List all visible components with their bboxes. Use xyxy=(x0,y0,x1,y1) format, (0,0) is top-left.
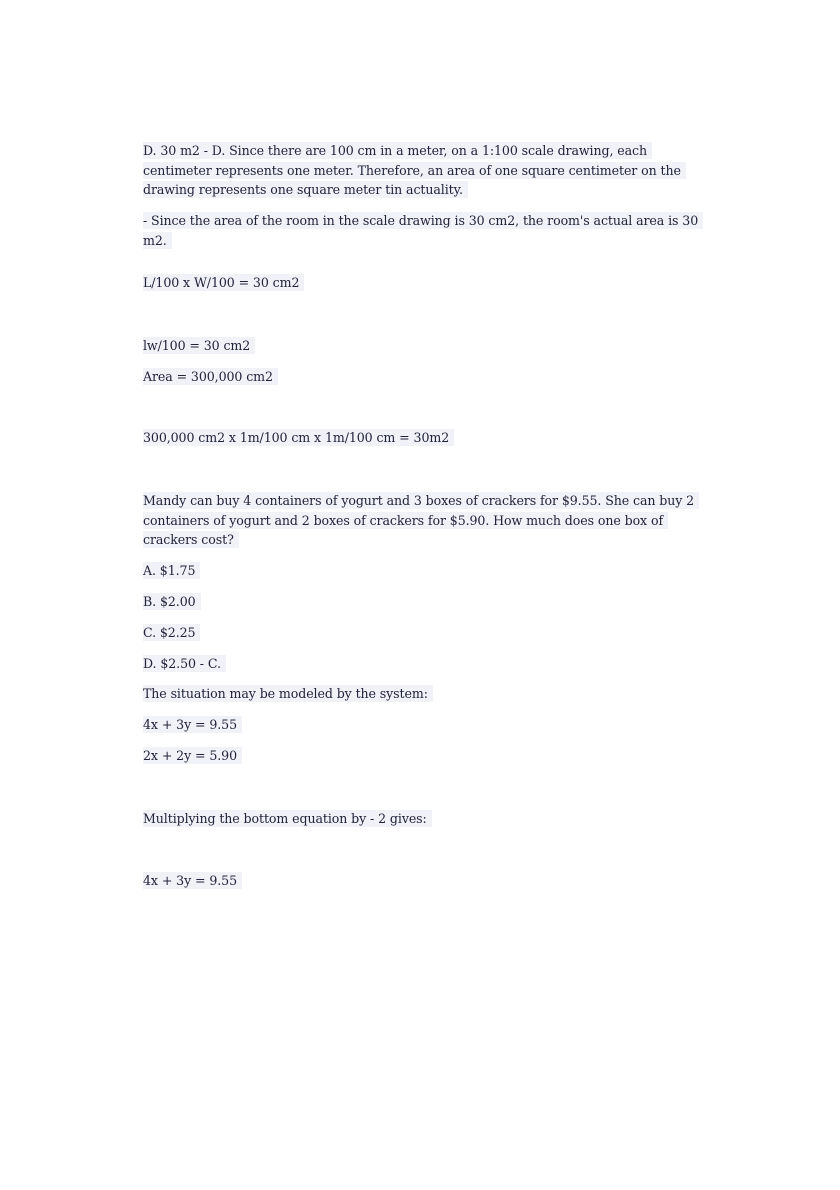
question-paragraph xyxy=(143,491,698,550)
answer-option xyxy=(143,561,200,581)
equation-line xyxy=(143,273,304,293)
answer-option-text: C. $2.25 xyxy=(143,624,200,641)
answer-explanation-text: D. 30 m2 - D. Since there are 100 cm in a meter, on a 1:100 scale drawing, each centimeter represents one meter. Therefore, an area of one square centimeter on the drawing represents one square meter tin actuality. xyxy=(143,142,686,198)
equation-line xyxy=(143,336,255,356)
answer-option xyxy=(143,623,200,643)
equation-line xyxy=(143,715,242,735)
answer-option-text: B. $2.00 xyxy=(143,593,201,610)
system-intro-text: The situation may be modeled by the system: xyxy=(143,685,433,702)
answer-option xyxy=(143,654,226,674)
equation-text: 300,000 cm2 x 1m/100 cm x 1m/100 cm = 30m2 xyxy=(143,429,454,446)
equation-text: L/100 x W/100 = 30 cm2 xyxy=(143,274,304,291)
equation-text: 2x + 2y = 5.90 xyxy=(143,747,242,764)
equation-line xyxy=(143,367,278,387)
equation-text: 4x + 3y = 9.55 xyxy=(143,716,242,733)
equation-text: lw/100 = 30 cm2 xyxy=(143,337,255,354)
equation-line xyxy=(143,428,454,448)
area-conclusion-text: - Since the area of the room in the scale drawing is 30 cm2, the room's actual area is 30 m2. xyxy=(143,212,703,249)
answer-option-text: A. $1.75 xyxy=(143,562,200,579)
answer-explanation-paragraph xyxy=(143,141,698,200)
step-description-text: Multiplying the bottom equation by - 2 gives: xyxy=(143,810,432,827)
equation-line xyxy=(143,746,242,766)
system-intro-line xyxy=(143,684,433,704)
equation-text: Area = 300,000 cm2 xyxy=(143,368,278,385)
answer-option-text: D. $2.50 - C. xyxy=(143,655,226,672)
answer-option xyxy=(143,592,201,612)
step-description-line xyxy=(143,809,432,829)
equation-text: 4x + 3y = 9.55 xyxy=(143,872,242,889)
equation-line xyxy=(143,871,242,891)
question-text: Mandy can buy 4 containers of yogurt and 3 boxes of crackers for $9.55. She can buy 2 containers of yogurt and 2 boxes of crackers for $5.90. How much does one box of crackers cost? xyxy=(143,492,699,548)
area-conclusion-paragraph xyxy=(143,211,723,250)
